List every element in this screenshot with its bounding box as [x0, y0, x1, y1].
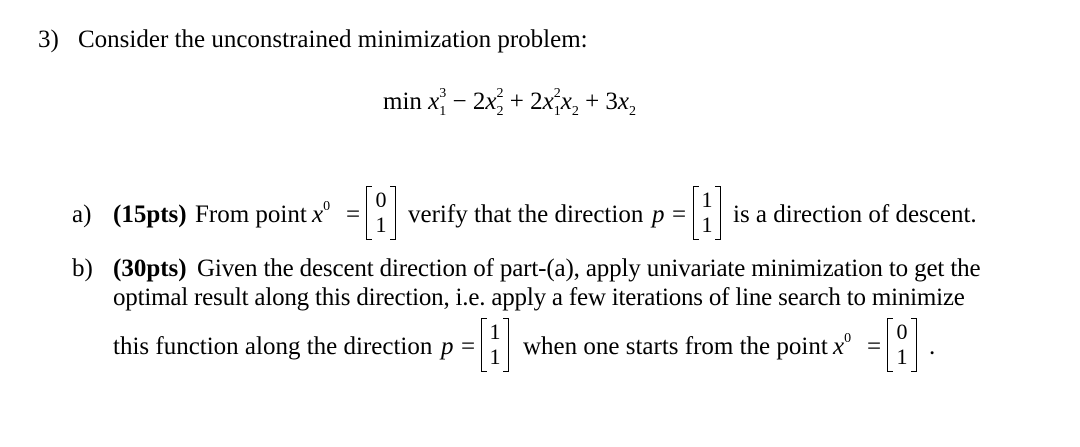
part-a-text1: From point — [195, 201, 307, 228]
part-a-text3: is a direction of descent. — [733, 201, 977, 228]
part-b-points: (30pts) — [113, 255, 187, 282]
objective-function: $\min x_1^3 - 2x_2^2 + 2x_1^2x_2 + 3x_2$ — [383, 86, 637, 119]
equals-sign: = — [346, 201, 361, 228]
part-b-line2: optimal result along this direction, i.e. apply a few iterations of line search to minimize — [113, 284, 965, 311]
min-operator: min — [383, 88, 422, 115]
period: . — [929, 333, 936, 360]
equals-sign: = — [867, 333, 882, 360]
equals-sign: = — [461, 333, 476, 360]
part-b-line3b: when one starts from the point — [523, 333, 828, 360]
p-symbol: p — [441, 333, 454, 360]
vector-p: 1 1 — [481, 318, 509, 372]
question-number: 3) — [38, 26, 59, 53]
part-b-line3a: this function along the direction — [113, 333, 433, 360]
vector-x0: 0 1 — [887, 318, 917, 372]
question-intro: Consider the unconstrained minimization problem: — [78, 26, 588, 53]
part-b-label: b) — [72, 255, 93, 282]
vector-p: 1 1 — [693, 186, 721, 240]
p-symbol: p — [652, 201, 665, 228]
part-b-line1: Given the descent direction of part-(a), apply univariate minimization to get the — [197, 255, 981, 282]
part-a-text2: verify that the direction — [408, 201, 644, 228]
x0-symbol: $x^0$ — [312, 199, 331, 228]
vector-x0: 0 1 — [366, 186, 396, 240]
part-a-label: a) — [72, 201, 92, 228]
x0-symbol: $x^0$ — [833, 331, 852, 360]
equals-sign: = — [672, 201, 687, 228]
part-a-points: (15pts) — [113, 201, 187, 228]
